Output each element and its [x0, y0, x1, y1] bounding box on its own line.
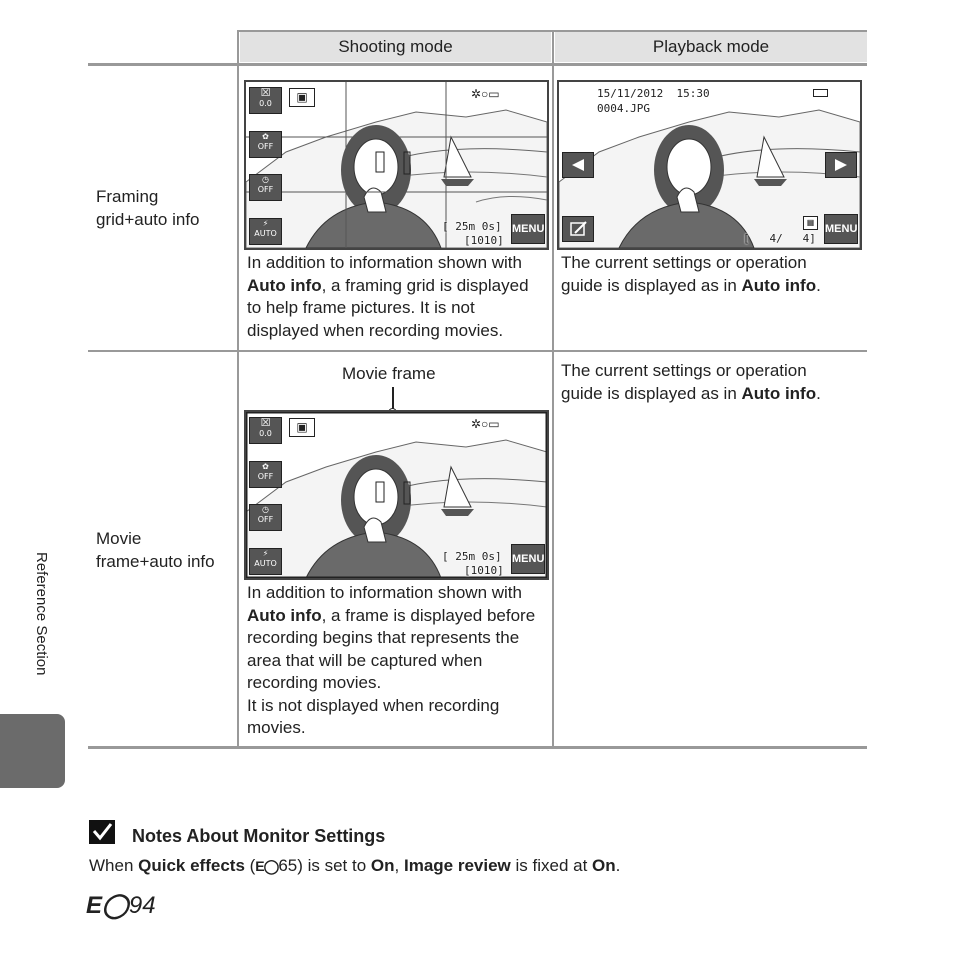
remaining-shots: [1010] — [464, 234, 504, 247]
side-tab-marker — [0, 714, 65, 788]
flash-auto-button[interactable]: ⚡ AUTO — [249, 548, 282, 575]
playback-screen — [557, 80, 862, 250]
image-size-icon: ▦ — [803, 216, 818, 230]
right-arrow-icon — [826, 153, 856, 177]
col-divider-1 — [237, 30, 239, 748]
previous-image-button[interactable] — [562, 152, 594, 178]
remaining-time: [ 25m 0s] — [442, 550, 502, 563]
col-divider-2 — [552, 30, 554, 748]
macro-off-button[interactable]: ✿ OFF — [249, 131, 282, 158]
flash-auto-button[interactable]: ⚡ AUTO — [249, 218, 282, 245]
row-label-framing-grid: Framing grid+auto info — [96, 187, 200, 229]
row-divider — [88, 350, 867, 352]
header-shooting-mode: Shooting mode — [240, 32, 551, 62]
movie-frame-callout: Movie frame — [342, 364, 436, 383]
header-playback-mode: Playback mode — [555, 32, 867, 62]
self-timer-off-button[interactable]: ◷ OFF — [249, 504, 282, 531]
macro-off-button[interactable]: ✿ OFF — [249, 461, 282, 488]
camera-mode-icon: ▣ — [289, 88, 315, 107]
framing-grid-description: In addition to information shown with Auto info, a framing grid is displayed to help frame pictures. It is not displayed when recording movies. — [247, 253, 529, 340]
caution-check-icon — [89, 820, 115, 844]
page-number: E◯94 — [86, 892, 156, 919]
row-label-movie-frame: Movie frame+auto info — [96, 529, 215, 571]
reference-e-icon: E◯ — [255, 858, 279, 874]
shooting-screen-movie-frame — [244, 410, 549, 580]
playback-datetime: 15/11/2012 15:30 — [597, 87, 710, 100]
side-tab-label: Reference Section — [33, 552, 50, 676]
edit-icon — [563, 217, 593, 241]
vr-battery-icons: ✲○▭ — [471, 417, 500, 431]
exposure-icon: ☒ — [260, 86, 271, 99]
camera-mode-icon: ▣ — [289, 418, 315, 437]
note-body: When Quick effects (E◯65) is set to On, Image review is fixed at On. — [89, 855, 620, 878]
playback-filename: 0004.JPG — [597, 102, 650, 115]
movie-frame-description: In addition to information shown with Auto info, a frame is displayed before recording begins that represents the area that will be captured when recording movies. It is not displayed when recording movies. — [247, 583, 536, 737]
next-image-button[interactable] — [825, 152, 857, 178]
left-arrow-icon — [563, 153, 593, 177]
flash-icon: ⚡ — [262, 219, 269, 228]
exposure-icon: ☒ — [260, 416, 271, 429]
edit-button[interactable] — [562, 216, 594, 242]
remaining-time: [ 25m 0s] — [442, 220, 502, 233]
shooting-screen-grid — [244, 80, 549, 250]
self-timer-icon: ◷ — [262, 505, 269, 514]
playback-description-row2: The current settings or operation guide is displayed as in Auto info. — [561, 361, 821, 403]
exposure-compensation-button[interactable]: ☒ 0.0 — [249, 87, 282, 114]
vr-battery-icons: ✲○▭ — [471, 87, 500, 101]
battery-icon — [813, 89, 828, 97]
self-timer-icon: ◷ — [262, 175, 269, 184]
menu-button[interactable]: MENU — [511, 544, 545, 574]
flash-icon: ⚡ — [262, 549, 269, 558]
macro-icon: ✿ — [262, 462, 269, 471]
macro-icon: ✿ — [262, 132, 269, 141]
image-counter: [ 4/ 4] — [743, 232, 816, 245]
remaining-shots: [1010] — [464, 564, 504, 577]
reference-e-icon: E◯ — [86, 892, 129, 919]
menu-button[interactable]: MENU — [511, 214, 545, 244]
self-timer-off-button[interactable]: ◷ OFF — [249, 174, 282, 201]
table-bottom-rule — [88, 746, 867, 749]
exposure-compensation-button[interactable]: ☒ 0.0 — [249, 417, 282, 444]
playback-menu-button[interactable]: MENU — [824, 214, 858, 244]
header-rule — [88, 63, 867, 66]
note-title: Notes About Monitor Settings — [132, 826, 386, 846]
playback-description-row1: The current settings or operation guide is displayed as in Auto info. — [561, 253, 821, 295]
